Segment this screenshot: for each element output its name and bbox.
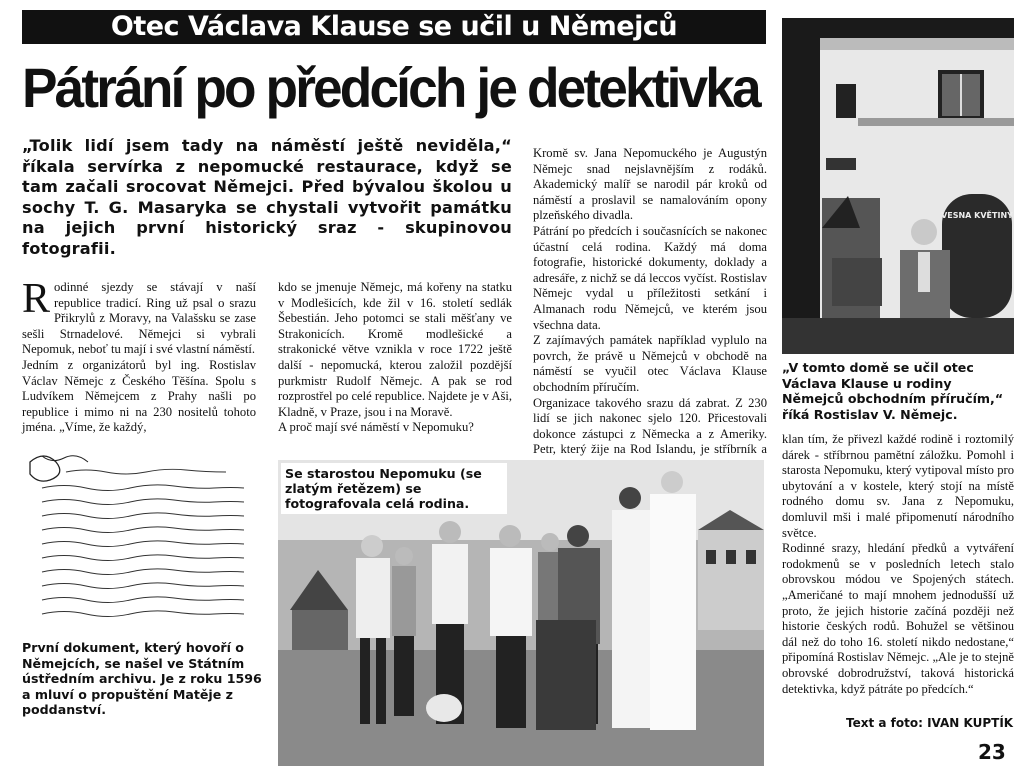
kicker-banner: Otec Václava Klause se učil u Němejců [22, 10, 766, 44]
paragraph: Organizace takového srazu dá zabrat. Z 230 lidí se jich nakonec sjelo 120. Přicestovali dokonce zástupci z Německa a z Ameriky. Petr, který žije na Rod Islandu, je stříbrník a [533, 395, 767, 457]
author-credit: Text a foto: IVAN KUPTÍK [846, 716, 1014, 730]
paragraph: Z zajímavých památek například vyplulo na povrch, že právě u Němejců v obchodě na náměstí se vyučil otec Václava Klause obchodním příručím. [533, 333, 767, 394]
page-number: 23 [978, 740, 1006, 764]
caption-house: „V tomto domě se učil otec Václava Klause u rodiny Němejců obchodním příručím,“ říká Rostislav V. Němejc. [782, 360, 1004, 422]
paragraph [22, 276, 256, 358]
manuscript-image [22, 448, 260, 634]
paragraph: klan tím, že přivezl každé rodině i roztomilý dárek - stříbrnou pamětní záložku. Pomohl i starosta Nepomuku, který vytipoval místo pro ubytování a v kostele, který stojí na místě rodného domu sv. Jana z Nepomuku, domluvil mši i malé připomenutí národního světce. [782, 432, 1014, 540]
manuscript-illustration [22, 448, 260, 634]
article-column-3 [533, 146, 767, 473]
shop-sign: VESNA KVĚTINY [941, 211, 1013, 220]
paragraph: kdo se jmenuje Němejc, má kořeny na statku v Modlešicích, kde žil v 16. století sedlák Šebestián. Jeho potomci se stali měšťany ve Strakonicích. Kromě modlešické a strakonické větve vznikla v roce 1722 ještě další - nepomucká, kterou založil pozdější purkmistr Rudolf Němejc. A pak se rod rozprostřel po celé republice. Najdete je v Aši, Kladně, v Praze, jsou i na Moravě. [278, 280, 512, 419]
lead-paragraph: „Tolik lidí jsem tady na náměstí ještě neviděla,“ říkala servírka z nepomucké restaurace, když se tam začali srocovat Němejci. Před bývalou školou u sochy T. G. Masaryka se chystali vytvořit památku na jejich první historický sraz - skupinovou fotografii. [22, 136, 512, 258]
article-column-4 [782, 432, 1014, 697]
house-photo-illustration [782, 18, 1014, 354]
paragraph: Kromě sv. Jana Nepomuckého je Augustýn Němejc snad nejslavnějším z rodáků. Akademický malíř se narodil pár kroků od náměstí a proslavil se namalováním opony plzeňského divadla. [533, 146, 767, 223]
article-column-1 [22, 276, 256, 436]
headline: Pátrání po předcích je detektivka [22, 56, 759, 119]
house-photo [782, 18, 1014, 354]
drop-cap: R [22, 276, 51, 322]
paragraph: Pátrání po předcích i současnících se nakonec účastní celá rodina. Každý má doma fotografie, historické dokumenty, doklady a adresáře, z nichž se dá leccos vyčíst. Rostislav Němejc vydal u příležitosti setkání i Almanach rodu Němejců, ve kterém jsou všechna data. [533, 223, 767, 332]
paragraph: Jedním z organizátorů byl ing. Rostislav Václav Němejc z Českého Těšína. Spolu s Ludvíkem Němejcem z Prahy našli po republice i mimo ni na 230 nositelů tohoto jména. „Víme, že každý, [22, 357, 256, 435]
group-photo [278, 460, 764, 766]
caption-manuscript: První dokument, který hovoří o Němejcích, se našel ve Státním ústředním archivu. Je z roku 1596 a mluví o propuštění Matěje z poddanství. [22, 640, 262, 717]
paragraph: A proč mají své náměstí v Nepomuku? [278, 420, 474, 435]
paragraph: Rodinné srazy, hledání předků a vytváření rodokmenů se v posledních letech stalo obrovskou módou ve Spojených státech. „Američané to mají mnohem jednodušší už proto, že jejich historie začíná později než historie českých rodů. Bohužel se většinou dál než do toho 16. století nikdo nedostane,“ připomíná Rostislav Němejc. „Ale je to stejně obrovské dobrodružství, taková historická detektivka, když pátráte po předcích.“ [782, 541, 1014, 696]
article-column-2 [278, 280, 512, 436]
paragraph-text: odinné sjezdy se stávají v naší republice tradicí. Ring už psal o srazu Přikrylů z Moravy, na Valašsku se zase sešli Strnadelové. Němejci si vybrali Nepomuk, neboť tu mají i své vlastní náměstí. [22, 280, 256, 357]
caption-group-photo: Se starostou Nepomuku (se zlatým řetězem) se fotografovala celá rodina. [281, 463, 507, 514]
